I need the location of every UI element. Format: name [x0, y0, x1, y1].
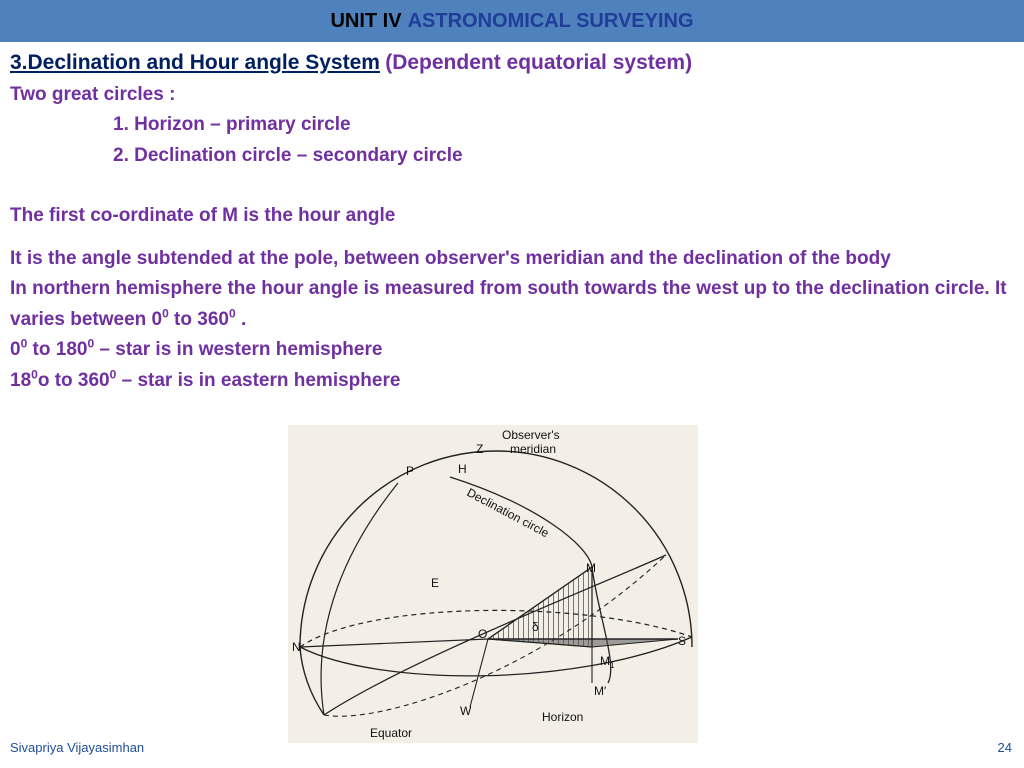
west-text-c: – star is in western hemisphere [94, 339, 383, 360]
label-horizon: Horizon [542, 710, 584, 724]
western-hemisphere-line [10, 335, 1015, 366]
celestial-sphere-diagram [288, 425, 698, 743]
label-declination-circle: Declination circle [464, 485, 552, 541]
label-equator: Equator [370, 726, 413, 740]
slide-title: ASTRONOMICAL SURVEYING [407, 9, 694, 32]
east-text-a: 18 [10, 369, 32, 391]
para2-text: In northern hemisphere the hour angle is measured from south towards the west up to the declination circle. It varies between 0 [10, 278, 1007, 330]
unit-label: UNIT IV [330, 9, 402, 32]
label-north: N [292, 640, 301, 654]
para2-text-b: to 360 [168, 308, 229, 330]
label-south: S [678, 634, 687, 648]
label-meridian: meridian [510, 442, 557, 456]
east-text-c: – star is in eastern hemisphere [116, 369, 401, 391]
superscript: 0 [228, 306, 236, 321]
eastern-hemisphere-line [10, 366, 1015, 397]
list-item-declination: 2. Declination circle – secondary circle [113, 144, 463, 166]
label-delta: δ [532, 620, 539, 634]
section-heading: 3.Declination and Hour angle System [10, 51, 380, 74]
hour-angle-definition: It is the angle subtended at the pole, between observer's meridian and the declination of the body [10, 247, 891, 269]
list-item-horizon: 1. Horizon – primary circle [113, 114, 351, 135]
section-heading-line [10, 48, 1015, 80]
superscript: 0 [109, 367, 117, 382]
section-subheading: (Dependent equatorial system) [385, 51, 693, 74]
two-circles-line: Two great circles : [10, 83, 176, 105]
superscript: 0 [162, 306, 169, 321]
west-text-b: to 180 [27, 339, 88, 360]
page-number: 24 [997, 740, 1012, 755]
label-m: M [586, 561, 596, 575]
label-h: H [458, 462, 467, 476]
superscript: 0 [31, 367, 38, 382]
label-e: E [431, 576, 440, 590]
superscript: 0 [87, 336, 95, 351]
label-pole: P [406, 464, 415, 478]
title-bar [0, 0, 1024, 42]
superscript: 0 [20, 336, 28, 351]
west-text-a: 0 [10, 339, 21, 360]
label-west: W [460, 704, 472, 718]
east-text-b: o to 360 [37, 369, 110, 391]
figure-background [288, 425, 698, 743]
footer-author: Sivapriya Vijayasimhan [10, 740, 145, 755]
first-coordinate-line: The first co-ordinate of M is the hour angle [10, 205, 396, 226]
label-observers: Observer's [502, 428, 560, 442]
label-m-prime: M′ [594, 684, 607, 698]
slide-body [10, 48, 1015, 396]
northern-hemisphere-paragraph [10, 274, 1015, 335]
label-m1: $M_1$ [600, 654, 615, 670]
para2-text-c: . [235, 308, 247, 330]
label-zenith: Z [476, 442, 484, 456]
label-o: O [478, 627, 488, 641]
